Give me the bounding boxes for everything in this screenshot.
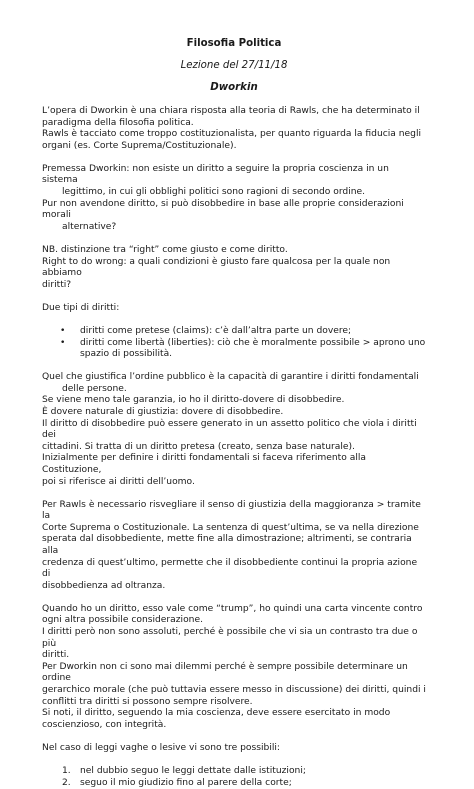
paragraph-rawls bbox=[42, 500, 426, 593]
list-item-text: nel dubbio seguo le leggi dettate dalle istituzioni; bbox=[80, 766, 306, 776]
list-item bbox=[42, 326, 426, 338]
text-line: • diritti come pretese (claims): c’è dall’altra parte un dovere; bbox=[80, 325, 352, 336]
text-line: alternative? bbox=[62, 221, 117, 232]
text-line: I diritti però non sono assoluti, perché è possibile che vi sia un contrasto tra due o più bbox=[42, 627, 418, 649]
text-line: poi si riferisce ai diritti dell’uomo. bbox=[42, 476, 195, 487]
text-line: coscienzioso, con integrità. bbox=[42, 719, 167, 730]
list-item bbox=[42, 766, 426, 778]
paragraph-public-order bbox=[42, 372, 426, 488]
paragraph-premise bbox=[42, 164, 426, 234]
lesson-date: Lezione del 27/11/18 bbox=[180, 60, 288, 71]
list-number: 2. bbox=[62, 777, 71, 788]
text-line: legittimo, in cui gli obblighi politici sono ragioni di secondo ordine. bbox=[62, 187, 366, 198]
list-number: 1. bbox=[62, 766, 71, 776]
text-line: sperata dal disobbediente, mette fine alla dimostrazione; altrimenti, se contraria alla bbox=[42, 534, 412, 556]
list-item-text: seguo il mio giudizio fino al parere della corte; bbox=[80, 777, 292, 788]
text-line: Il diritto di disobbedire può essere generato in un assetto politico che viola i diritti dei bbox=[42, 418, 417, 441]
text-line: Se viene meno tale garanzia, io ho il diritto-dovere di disobbedire. bbox=[42, 395, 345, 406]
paragraph-intro bbox=[42, 106, 426, 152]
paragraph-note bbox=[42, 245, 426, 291]
text-line: gerarchico morale (che può tuttavia essere messo in discussione) dei diritti, quindi i bbox=[42, 685, 426, 696]
text-line: È dovere naturale di giustizia: dovere di disobbedire. bbox=[42, 406, 284, 417]
text-line: ogni altra possibile considerazione. bbox=[42, 615, 203, 626]
text-line: paradigma della filosofia politica. bbox=[42, 117, 194, 128]
text-line: disobbedienza ad oltranza. bbox=[42, 580, 166, 591]
text-line: Si noti, il diritto, seguendo la mia coscienza, deve essere esercitato in modo bbox=[42, 708, 391, 719]
text-line: Right to do wrong: a quali condizioni è giusto fare qualcosa per la quale non abbiamo bbox=[42, 256, 391, 279]
text-line: delle persone. bbox=[62, 383, 127, 394]
text-line: Per Rawls è necessario risvegliare il senso di giustizia della maggioranza > tramite la bbox=[42, 499, 421, 522]
list-item bbox=[42, 778, 426, 789]
rights-list bbox=[42, 326, 426, 361]
text-line: NB. distinzione tra “right” come giusto e come diritto. bbox=[42, 244, 288, 255]
paragraph-rights-types: Due tipi di diritti: bbox=[42, 302, 120, 313]
text-line: spazio di possibilità. bbox=[80, 349, 173, 360]
text-line: Corte Suprema o Costituzionale. La sentenza di quest’ultima, se va nella direzione bbox=[42, 522, 419, 533]
text-line: Quando ho un diritto, esso vale come “trump”, ho quindi una carta vincente contro bbox=[42, 603, 423, 614]
text-line: L’opera di Dworkin è una chiara risposta alla teoria di Rawls, che ha determinato il bbox=[42, 106, 420, 116]
text-line: cittadini. Si tratta di un diritto pretesa (creato, senza base naturale). bbox=[42, 441, 355, 452]
text-line: organi (es. Corte Suprema/Costituzionale). bbox=[42, 140, 237, 151]
document-title: Filosofia Politica bbox=[186, 38, 282, 49]
text-line: credenza di quest’ultimo, permette che il disobbediente continui la propria azione di bbox=[42, 557, 418, 580]
section-heading: Dworkin bbox=[210, 82, 258, 93]
options-list bbox=[42, 766, 426, 789]
text-line: Pur non avendone diritto, si può disobbedire in base alle proprie considerazioni morali bbox=[42, 198, 404, 221]
text-line: diritti? bbox=[42, 279, 72, 290]
text-line: Inizialmente per definire i diritti fondamentali si faceva riferimento alla Costituzione, bbox=[42, 453, 366, 475]
text-line: conflitti tra diritti si possono sempre risolvere. bbox=[42, 696, 253, 707]
list-item bbox=[42, 338, 426, 361]
paragraph-vague-laws: Nel caso di leggi vaghe o lesive vi sono tre possibili: bbox=[42, 742, 281, 753]
text-line: Premessa Dworkin: non esiste un diritto a seguire la propria coscienza in un sistema bbox=[42, 163, 389, 186]
text-line: • diritti come libertà (liberties): ciò che è moralmente possibile > aprono uno bbox=[80, 337, 426, 348]
text-line: Per Dworkin non ci sono mai dilemmi perché è sempre possibile determinare un ordine bbox=[42, 661, 408, 684]
text-line: Rawls è tacciato come troppo costituzionalista, per quanto riguarda la fiducia negli bbox=[42, 129, 422, 140]
text-line: Quel che giustifica l’ordine pubblico è la capacità di garantire i diritti fondamentali bbox=[42, 372, 419, 383]
paragraph-trump bbox=[42, 604, 426, 732]
text-line: diritti. bbox=[42, 650, 70, 661]
